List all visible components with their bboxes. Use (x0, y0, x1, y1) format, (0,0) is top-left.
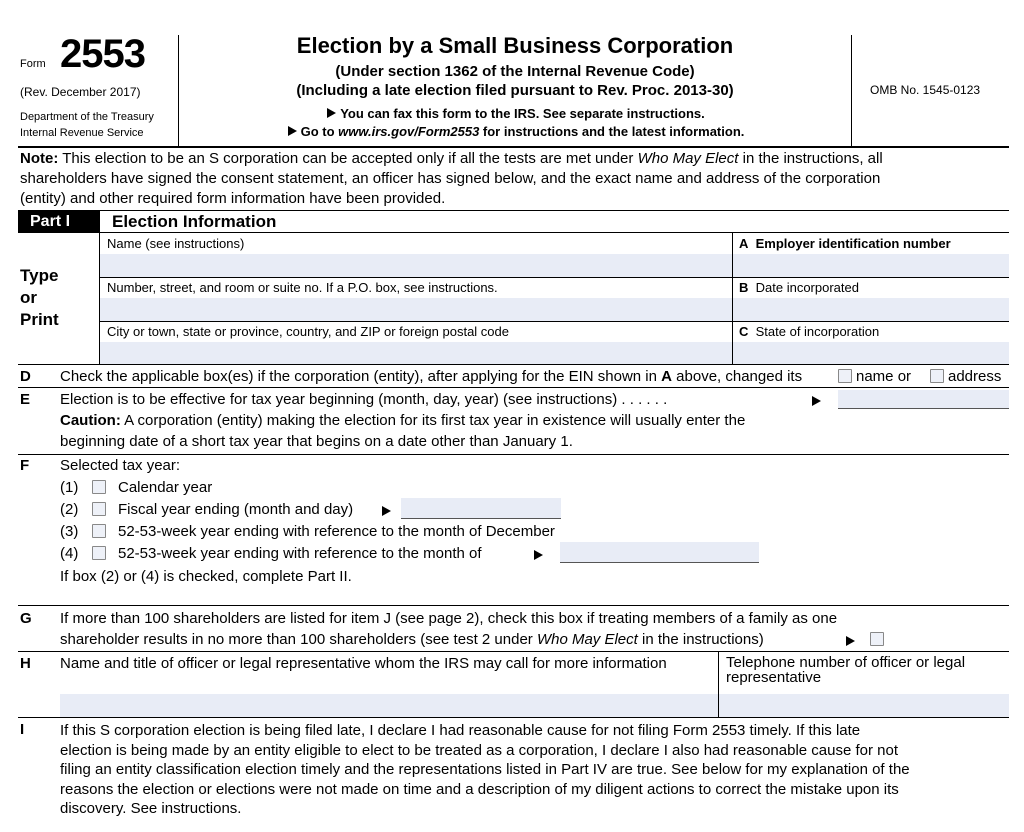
calendar-year-checkbox[interactable] (92, 480, 106, 494)
telephone-input[interactable] (719, 694, 1009, 717)
line-g-text-1: If more than 100 shareholders are listed for item J (see page 2), check this box if treating members of a family as one (60, 610, 838, 627)
line-d-letter: D (20, 368, 31, 385)
service-label: Internal Revenue Service (20, 127, 144, 139)
state-incorporation-input[interactable] (733, 342, 1009, 364)
address-changed-label: address (948, 368, 1002, 385)
name-label: Name (see instructions) (107, 236, 245, 251)
line-f-letter: F (20, 457, 30, 474)
line-i-letter: I (20, 721, 25, 738)
line-h-letter: H (20, 655, 31, 672)
website-instruction: Go to www.irs.gov/Form2553 for instructions and the latest information. (179, 124, 851, 139)
ein-label: A Employer identification number (739, 236, 951, 251)
part-i-title: Election Information (112, 212, 277, 231)
month-52-53-checkbox[interactable] (92, 546, 106, 560)
street-label: Number, street, and room or suite no. If a P.O. box, see instructions. (107, 280, 498, 295)
form-subtitle-2: (Including a late election filed pursuant to Rev. Proc. 2013-30) (296, 82, 734, 99)
state-incorporation-label: C State of incorporation (739, 324, 880, 339)
month-52-53-label: 52-53-week year ending with reference to the month of (118, 545, 482, 562)
line-e-letter: E (20, 391, 31, 408)
arrow-icon (327, 108, 336, 118)
officer-name-label: Name and title of officer or legal representative whom the IRS may call for more information (60, 655, 667, 672)
name-input[interactable] (100, 254, 732, 277)
december-52-53-label: 52-53-week year ending with reference to the month of December (118, 523, 555, 540)
december-52-53-checkbox[interactable] (92, 524, 106, 538)
name-changed-label: name or (856, 368, 912, 385)
street-input[interactable] (100, 298, 732, 321)
form-label: Form (20, 58, 46, 70)
omb-number: OMB No. 1545-0123 (870, 83, 981, 97)
fiscal-year-input[interactable] (401, 498, 561, 519)
fiscal-year-checkbox[interactable] (92, 502, 106, 516)
option-2-num: (2) (60, 501, 79, 518)
calendar-year-label: Calendar year (118, 479, 213, 496)
form-revision: (Rev. December 2017) (20, 85, 141, 99)
note-section: Note: This election to be an S corporation can be accepted only if all the tests are met under Who May Elect in the instructions, all shareholders have signed the consent statement, an officer has signed below, and the exact name and address of the corporation (entity) and other required form information have been provided. (20, 150, 883, 207)
address-changed-checkbox[interactable] (930, 369, 944, 383)
family-members-checkbox[interactable] (870, 632, 884, 646)
name-changed-checkbox[interactable] (838, 369, 852, 383)
line-f-label: Selected tax year: (60, 457, 181, 474)
irs-website-link[interactable]: www.irs.gov/Form2553 (338, 124, 480, 139)
caution-text-2: beginning date of a short tax year that begins on a date other than January 1. (60, 433, 573, 450)
fiscal-year-label: Fiscal year ending (month and day) (118, 501, 354, 518)
officer-name-input[interactable] (60, 694, 718, 717)
arrow-icon (532, 547, 547, 565)
city-input[interactable] (100, 342, 732, 364)
line-d-text: Check the applicable box(es) if the corporation (entity), after applying for the EIN shown in A above, changed its (60, 368, 803, 385)
caution-text: Caution: A corporation (entity) making the election for its first tax year in existence will usually enter the (60, 412, 746, 429)
arrow-icon (810, 393, 825, 411)
late-election-statement: If this S corporation election is being filed late, I declare I had reasonable cause for not filing Form 2553 timely. If this late election is being made by an entity eligible to elect to be treated as a corporation, I declare I also had reasonable cause for not filing an entity classification election timely and the representations listed in Part IV are true. See below for my explanation of the reasons the election or elections were not made on time and a description of my diligent actions to correct the mistake upon its discovery. See instructions. (60, 722, 910, 817)
form-number: 2553 (60, 32, 145, 76)
arrow-icon (380, 503, 395, 521)
form-subtitle-1: (Under section 1362 of the Internal Revenue Code) (335, 63, 695, 80)
line-g-letter: G (20, 610, 32, 627)
date-incorporated-label: B Date incorporated (739, 280, 859, 295)
line-f-footer: If box (2) or (4) is checked, complete Part II. (60, 568, 352, 585)
fax-instruction: You can fax this form to the IRS. See separate instructions. (179, 106, 851, 121)
part-i-badge: Part I (18, 211, 100, 232)
effective-date-input[interactable] (838, 390, 1009, 409)
line-g-text-2: shareholder results in no more than 100 shareholders (see test 2 under Who May Elect in the instructions) (60, 631, 764, 648)
month-52-53-input[interactable] (560, 542, 759, 563)
date-incorporated-input[interactable] (733, 298, 1009, 321)
option-3-num: (3) (60, 523, 79, 540)
department-label: Department of the Treasury (20, 111, 154, 123)
ein-input[interactable] (733, 254, 1009, 277)
arrow-icon (288, 126, 297, 136)
city-label: City or town, state or province, country, and ZIP or foreign postal code (107, 324, 509, 339)
option-4-num: (4) (60, 545, 79, 562)
arrow-icon (844, 633, 859, 651)
line-e-text: Election is to be effective for tax year beginning (month, day, year) (see instructions) . . . . . . (60, 391, 668, 408)
form-title: Election by a Small Business Corporation (296, 33, 734, 58)
telephone-label: Telephone number of officer or legal representative (726, 654, 966, 686)
option-1-num: (1) (60, 479, 79, 496)
type-or-print-label: Type or Print (20, 266, 59, 329)
